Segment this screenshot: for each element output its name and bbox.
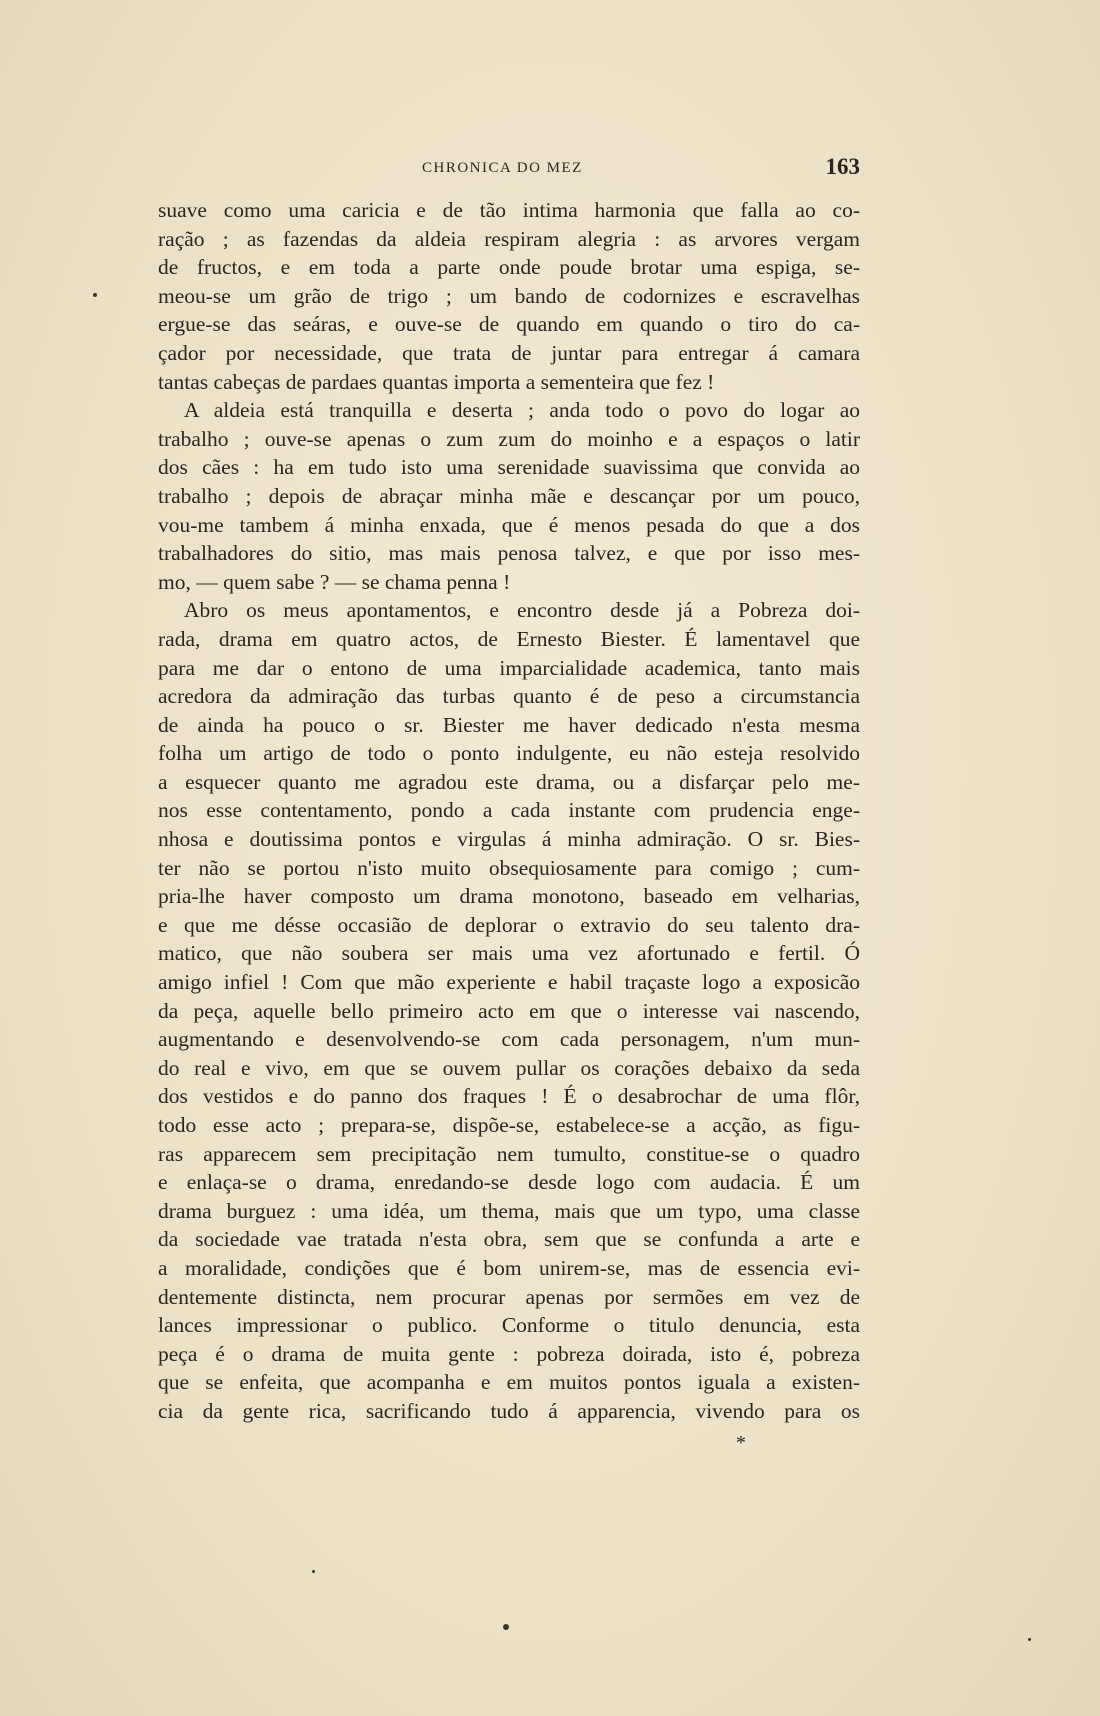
ink-speck: [93, 293, 97, 297]
text-line: dos cães : ha em tudo isto uma serenidade suavissima que convida ao: [158, 455, 860, 480]
text-line: que se enfeita, que acompanha e em muitos pontos iguala a existen-: [158, 1370, 860, 1395]
text-line: ras apparecem sem precipitação nem tumulto, constitue-se o quadro: [158, 1141, 860, 1166]
text-line: dos vestidos e do panno dos fraques ! É o desabrochar de uma flôr,: [158, 1084, 860, 1109]
text-line: vou-me tambem á minha enxada, que é menos pesada do que a dos: [158, 512, 860, 537]
text-line: pria-lhe haver composto um drama monotono, baseado em velharias,: [158, 884, 860, 909]
page-header: [150, 156, 860, 184]
text-line: drama burguez : uma idéa, um thema, mais que um typo, uma classe: [158, 1198, 860, 1223]
text-line: a esquecer quanto me agradou este drama, ou a disfarçar pelo me-: [158, 769, 860, 794]
paragraph-start-line: A aldeia está tranquilla e deserta ; anda todo o povo do logar ao: [184, 398, 860, 423]
ink-speck: [1028, 1638, 1031, 1641]
text-line: ter não se portou n'isto muito obsequiosamente para comigo ; cum-: [158, 855, 860, 880]
text-line: çador por necessidade, que trata de juntar para entregar á camara: [158, 340, 860, 365]
text-line: nhosa e doutissima pontos e virgulas á minha admiração. O sr. Bies-: [158, 827, 860, 852]
signature-mark: *: [736, 1432, 746, 1454]
text-line: mo, — quem sabe ? — se chama penna !: [158, 569, 511, 594]
text-line: lances impressionar o publico. Conforme o titulo denuncia, esta: [158, 1313, 860, 1338]
text-line: nos esse contentamento, pondo a cada instante com prudencia enge-: [158, 798, 860, 823]
text-line: dentemente distincta, nem procurar apenas por sermões em vez de: [158, 1284, 860, 1309]
text-line: meou-se um grão de trigo ; um bando de codornizes e escravelhas: [158, 283, 860, 308]
paragraph-start-line: Abro os meus apontamentos, e encontro desde já a Pobreza doi-: [184, 598, 860, 623]
text-line: cia da gente rica, sacrificando tudo á apparencia, vivendo para os: [158, 1398, 860, 1423]
text-line: amigo infiel ! Com que mão experiente e habil traçaste logo a exposicão: [158, 970, 860, 995]
text-line: da sociedade vae tratada n'esta obra, sem que se confunda a arte e: [158, 1227, 860, 1252]
page-number: 163: [825, 154, 860, 179]
text-line: trabalhadores do sitio, mas mais penosa talvez, e que por isso mes-: [158, 541, 860, 566]
text-line: para me dar o entono de uma imparcialidade academica, tanto mais: [158, 655, 860, 680]
text-line: peça é o drama de muita gente : pobreza doirada, isto é, pobreza: [158, 1341, 860, 1366]
text-line: tantas cabeças de pardaes quantas importa a sementeira que fez !: [158, 369, 715, 394]
text-line: da peça, aquelle bello primeiro acto em que o interesse vai nascendo,: [158, 998, 860, 1023]
text-line: todo esse acto ; prepara-se, dispõe-se, estabelece-se a acção, as figu-: [158, 1113, 860, 1137]
text-line: rada, drama em quatro actos, de Ernesto Biester. É lamentavel que: [158, 626, 860, 651]
text-line: trabalho ; ouve-se apenas o zum zum do moinho e a espaços o latir: [158, 426, 860, 451]
text-line: augmentando e desenvolvendo-se com cada personagem, n'um mun-: [158, 1027, 860, 1052]
text-line: do real e vivo, em que se ouvem pullar os corações debaixo da seda: [158, 1055, 860, 1080]
text-line: e enlaça-se o drama, enredando-se desde logo com audacia. É um: [158, 1170, 860, 1195]
running-head: CHRONICA DO MEZ: [422, 160, 583, 176]
ink-speck: [503, 1624, 509, 1630]
text-line: de fructos, e em toda a parte onde poude brotar uma espiga, se-: [158, 255, 860, 280]
text-line: trabalho ; depois de abraçar minha mãe e descançar por um pouco,: [158, 483, 860, 508]
text-line: suave como uma caricia e de tão intima harmonia que falla ao co-: [158, 198, 860, 222]
text-line: folha um artigo de todo o ponto indulgente, eu não esteja resolvido: [158, 741, 860, 766]
body-text: [158, 196, 860, 1426]
text-line: matico, que não soubera ser mais uma vez afortunado e fertil. Ó: [158, 941, 860, 966]
text-line: ergue-se das seáras, e ouve-se de quando em quando o tiro do ca-: [158, 312, 860, 337]
text-line: acredora da admiração das turbas quanto é de peso a circumstancia: [158, 684, 860, 709]
text-line: e que me désse occasião de deplorar o extravio do seu talento dra-: [158, 912, 860, 937]
text-line: ração ; as fazendas da aldeia respiram alegria : as arvores vergam: [158, 226, 860, 251]
text-line: a moralidade, condições que é bom unirem-se, mas de essencia evi-: [158, 1255, 860, 1280]
text-line: de ainda ha pouco o sr. Biester me haver dedicado n'esta mesma: [158, 712, 860, 737]
ink-speck: [312, 1570, 315, 1573]
